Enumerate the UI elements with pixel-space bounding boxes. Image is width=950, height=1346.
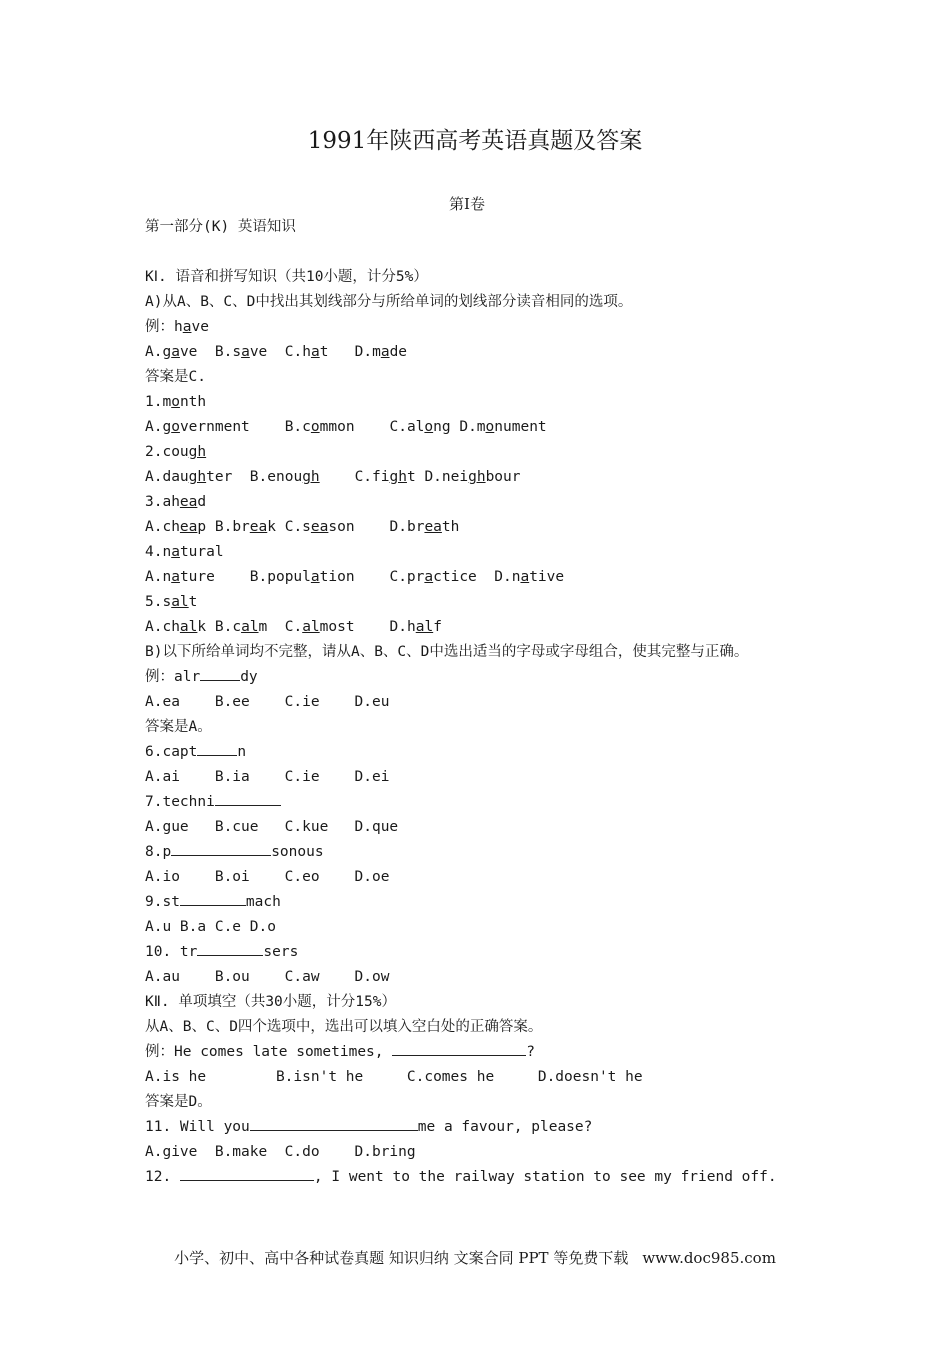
section-1-instructions: A)从A、B、C、D中找出其划线部分与所给单词的划线部分读音相同的选项。 (145, 294, 633, 310)
example-1-answer: 答案是C. (145, 369, 206, 385)
section-1-title: KⅠ. 语音和拼写知识（共10小题，计分5%） (145, 269, 428, 285)
section-2-title: KⅡ. 单项填空（共30小题，计分15%） (145, 994, 396, 1010)
example-3-question: 例：He comes late sometimes, ? (145, 1040, 845, 1065)
question-4: 4.natural (145, 544, 224, 560)
example-2-question: 例：alr dy (145, 665, 845, 690)
question-9-options: A.u B.a C.e D.o (145, 919, 276, 935)
question-9: 9.st mach (145, 890, 845, 915)
question-8: 8.p sonous (145, 840, 845, 865)
question-10-options: A.au B.ou C.aw D.ow (145, 969, 390, 985)
question-3: 3.ahead (145, 494, 207, 510)
question-10: 10. tr sers (145, 940, 845, 965)
section-b-instructions: B)以下所给单词均不完整，请从A、B、C、D中选出适当的字母或字母组合，使其完整与正确。 (145, 644, 749, 660)
question-8-options: A.io B.oi C.eo D.oe (145, 869, 390, 885)
example-1-options (145, 340, 845, 365)
question-12: 12. , I went to the railway station to see my friend off. (145, 1165, 845, 1190)
question-3-options: A.cheap B.break C.season D.breath (145, 519, 460, 535)
question-11-options: A.give B.make C.do D.bring (145, 1144, 416, 1160)
example-2-answer: 答案是A。 (145, 719, 212, 735)
footer (0, 1247, 950, 1268)
question-2-options: A.daughter B.enough C.fight D.neighbour (145, 469, 521, 485)
question-6: 6.capt n (145, 740, 845, 765)
question-6-options: A.ai B.ia C.ie D.ei (145, 769, 390, 785)
example-1-question: 例：have (145, 319, 209, 335)
question-1-options: A.government B.common C.along D.monument (145, 419, 547, 435)
option-a: A.gave (145, 344, 198, 360)
option-b: B.save (214, 344, 268, 360)
option-d: D.made (354, 344, 408, 360)
volume-heading: 第Ⅰ卷 (449, 195, 485, 213)
section-2-instructions: 从A、B、C、D四个选项中，选出可以填入空白处的正确答案。 (145, 1019, 543, 1035)
question-5: 5.salt (145, 594, 198, 610)
footer-url[interactable]: www.doc985.com (642, 1249, 776, 1267)
question-7: 7.techni (145, 790, 845, 815)
example-2-options: A.ea B.ee C.ie D.eu (145, 694, 390, 710)
part-heading: 第一部分(K) 英语知识 (145, 219, 296, 235)
question-1: 1.month (145, 394, 207, 410)
question-11: 11. Will you me a favour, please? (145, 1115, 845, 1140)
question-7-options: A.gue B.cue C.kue D.que (145, 819, 399, 835)
example-3-answer: 答案是D。 (145, 1094, 212, 1110)
example-3-options: A.is he B.isn't he C.comes he D.doesn't he (145, 1069, 643, 1085)
question-5-options: A.chalk B.calm C.almost D.half (145, 619, 442, 635)
option-c: C.hat (284, 344, 329, 360)
question-4-options: A.nature B.population C.practice D.native (145, 569, 565, 585)
question-2: 2.cough (145, 444, 207, 460)
page-title: 1991年陕西高考英语真题及答案 (307, 128, 643, 154)
exam-content (145, 215, 845, 1190)
footer-text: 小学、初中、高中各种试卷真题 知识归纳 文案合同 PPT 等免费下载 (174, 1249, 629, 1267)
